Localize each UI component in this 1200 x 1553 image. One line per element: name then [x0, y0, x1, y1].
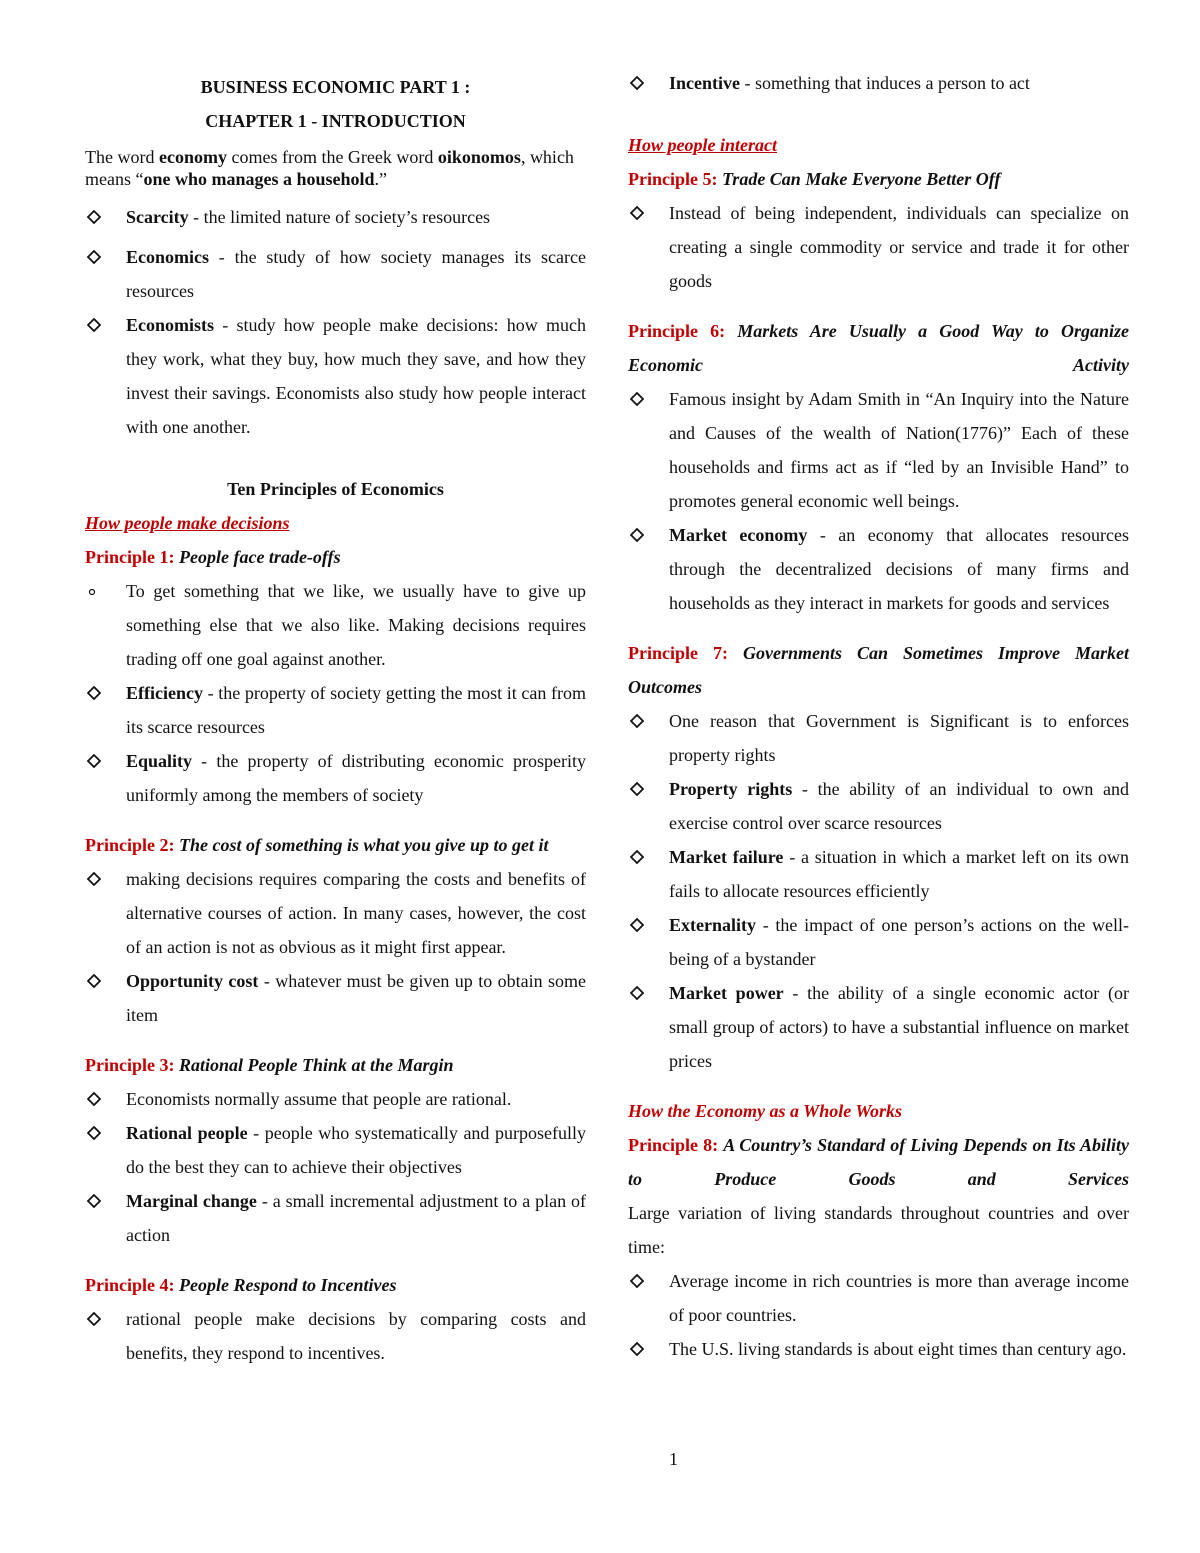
list-item: Famous insight by Adam Smith in “An Inquiry into the Nature and Causes of the wealth of Nation(1776)” Each of these households and firms act as if “led by an Invisible Hand” to promotes general economic well beings. [628, 382, 1129, 518]
diamond-bullet-icon [628, 772, 650, 806]
principle-heading: Principle 3: Rational People Think at the Margin [85, 1055, 454, 1075]
diamond-bullet-icon [628, 840, 650, 874]
diamond-bullet-icon [85, 862, 107, 896]
list-item: Rational people - people who systematically and purposefully do the best they can to achieve their objectives [85, 1116, 586, 1184]
principle-4-list [85, 1302, 586, 1370]
list-item: Property rights - the ability of an individual to own and exercise control over scarce resources [628, 772, 1129, 840]
diamond-bullet-icon [85, 240, 107, 274]
principle-1-list [85, 574, 586, 812]
diamond-bullet-icon [628, 66, 650, 100]
subsection-heading: How people interact [628, 135, 777, 155]
list-item: Marginal change - a small incremental adjustment to a plan of action [85, 1184, 586, 1252]
list-item: Economics - the study of how society manages its scarce resources [85, 240, 586, 308]
chapter-title: CHAPTER 1 - INTRODUCTION [205, 111, 466, 131]
diamond-bullet-icon [628, 1332, 650, 1366]
subsection-heading: How the Economy as a Whole Works [628, 1101, 903, 1121]
diamond-bullet-icon [85, 1116, 107, 1150]
diamond-bullet-icon [628, 908, 650, 942]
list-item: Opportunity cost - whatever must be given up to obtain some item [85, 964, 586, 1032]
section-heading: Ten Principles of Economics [227, 479, 444, 499]
principle-heading: Principle 2: The cost of something is what you give up to get it [85, 835, 549, 855]
principle-heading: Principle 8: A Country’s Standard of Living Depends on Its Ability to Produce Goods and Services [628, 1135, 1130, 1189]
principle-5-list [628, 196, 1129, 298]
list-item: Market failure - a situation in which a market left on its own fails to allocate resources efficiently [628, 840, 1129, 908]
list-item: making decisions requires comparing the costs and benefits of alternative courses of action. In many cases, however, the cost of an action is not as obvious as it might first appear. [85, 862, 586, 964]
list-item: Efficiency - the property of society getting the most it can from its scarce resources [85, 676, 586, 744]
principle-2-list [85, 862, 586, 1032]
diamond-bullet-icon [85, 308, 107, 342]
diamond-bullet-icon [628, 976, 650, 1010]
diamond-bullet-icon [85, 1082, 107, 1116]
diamond-bullet-icon [85, 744, 107, 778]
term-meaning: one who manages a household [143, 169, 375, 189]
principle-heading: Principle 6: Markets Are Usually a Good Way to Organize Economic Activity [628, 321, 1130, 375]
circle-bullet-icon [85, 574, 107, 608]
term-oikonomos: oikonomos [437, 147, 521, 167]
principle-heading: Principle 4: People Respond to Incentives [85, 1275, 397, 1295]
list-item: To get something that we like, we usually have to give up something else that we also like. Making decisions requires trading off one goal against another. [85, 574, 586, 676]
list-item: Incentive - something that induces a person to act [628, 66, 1129, 100]
principle-heading: Principle 5: Trade Can Make Everyone Better Off [628, 169, 1001, 189]
left-column [85, 66, 586, 1370]
list-item: Economists normally assume that people are rational. [85, 1082, 586, 1116]
subsection-heading: How people make decisions [85, 513, 290, 533]
list-item: Economists - study how people make decisions: how much they work, what they buy, how much they save, and how they invest their savings. Economists also study how people interact with one another. [85, 308, 586, 444]
principle-7-list [628, 704, 1129, 1078]
principle-8-list [628, 1264, 1129, 1366]
list-item: The U.S. living standards is about eight times than century ago. [628, 1332, 1129, 1366]
list-item: Instead of being independent, individuals can specialize on creating a single commodity or service and trade it for other goods [628, 196, 1129, 298]
diamond-bullet-icon [628, 196, 650, 230]
diamond-bullet-icon [628, 518, 650, 552]
right-column [628, 66, 1129, 1366]
principle-heading: Principle 1: People face trade-offs [85, 547, 341, 567]
diamond-bullet-icon [85, 676, 107, 710]
list-item: Externality - the impact of one person’s actions on the well-being of a bystander [628, 908, 1129, 976]
diamond-bullet-icon [628, 704, 650, 738]
paragraph: Large variation of living standards throughout countries and over time: [628, 1203, 1129, 1257]
list-item: One reason that Government is Significant is to enforces property rights [628, 704, 1129, 772]
term-economy: economy [158, 147, 227, 167]
diamond-bullet-icon [628, 382, 650, 416]
principle-heading: Principle 7: Governments Can Sometimes Improve Market Outcomes [628, 643, 1129, 697]
list-item: Market power - the ability of a single economic actor (or small group of actors) to have a substantial influence on market prices [628, 976, 1129, 1078]
principle-4-continued-list [628, 66, 1129, 100]
list-item: Scarcity - the limited nature of society’s resources [85, 200, 586, 234]
list-item: Equality - the property of distributing economic prosperity uniformly among the members of society [85, 744, 586, 812]
diamond-bullet-icon [85, 1302, 107, 1336]
diamond-bullet-icon [85, 964, 107, 998]
list-item: rational people make decisions by comparing costs and benefits, they respond to incentives. [85, 1302, 586, 1370]
diamond-bullet-icon [85, 200, 107, 234]
principle-3-list [85, 1082, 586, 1252]
definitions-list [85, 200, 586, 444]
diamond-bullet-icon [85, 1184, 107, 1218]
intro-paragraph: The word economy comes from the Greek word oikonomos, which means “one who manages a household.” [85, 147, 574, 189]
principle-6-list [628, 382, 1129, 620]
list-item: Market economy - an economy that allocates resources through the decentralized decisions of many firms and households as they interact in markets for goods and services [628, 518, 1129, 620]
list-item: Average income in rich countries is more than average income of poor countries. [628, 1264, 1129, 1332]
diamond-bullet-icon [628, 1264, 650, 1298]
page-number: 1 [669, 1449, 678, 1469]
document-title: BUSINESS ECONOMIC PART 1 : [200, 77, 471, 97]
